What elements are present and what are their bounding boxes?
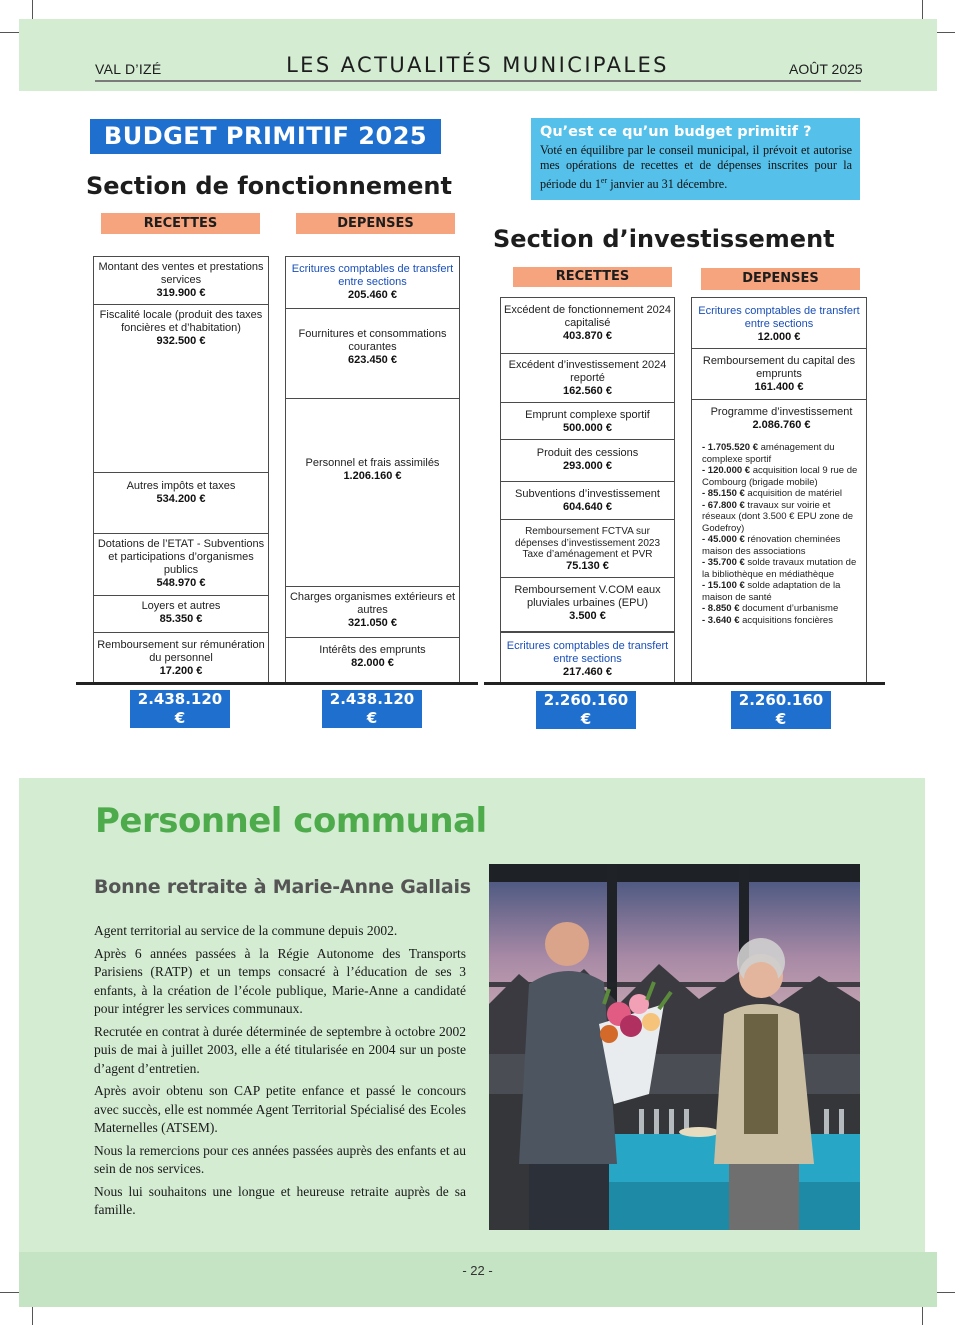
programme-item-amount: - 67.800 € [702,499,745,511]
cell-label: Charges organismes extérieurs et autres [289,591,456,616]
footer-band [19,1252,937,1307]
programme-item-amount: - 8.850 € [702,603,740,614]
paragraph: Nous lui souhaitons une longue et heureuse retraite auprès de sa famille. [94,1183,466,1217]
programme-item-text: acquisition local 9 rue de Combourg (brigade mobile) [702,465,858,488]
invest-recette-cell [500,481,675,520]
invest-recette-cell [500,632,675,683]
programme-item [702,534,861,557]
cell-label: Remboursement sur rémunération du personnel [97,639,265,664]
invest-depense-cell [691,348,867,400]
header-commune: VAL D’IZÉ [95,61,162,77]
cell-amount: 319.900 € [156,287,206,299]
cell-amount: 17.200 € [159,665,203,677]
cell-amount: 82.000 € [351,657,394,669]
cell-label: Fiscalité locale (produit des taxes foncières et d’habitation) [99,309,263,334]
programme-item [702,500,861,535]
paragraph: Agent territorial au service de la commune depuis 2002. [94,923,398,938]
fonct-recettes-header: RECETTES [101,213,260,234]
cell-amount: 604.640 € [563,501,612,513]
info-box [531,118,860,200]
cell-label: Intérêts des emprunts [319,644,426,656]
cell-label: Programme d’investissement [710,406,853,418]
fonct-recette-cell [93,632,269,683]
programme-item [702,580,861,603]
programme-item-amount: - 15.100 € [702,580,745,591]
info-question: Qu’est ce qu’un budget primitif ? [540,124,812,140]
programme-list [702,442,861,626]
personnel-subtitle: Bonne retraite à Marie-Anne Gallais [94,876,471,898]
fonct-recette-cell [93,595,269,633]
cell-amount: 75.130 € [566,559,609,572]
invest-depenses-header: DEPENSES [701,268,860,290]
fonct-total-depenses: 2.438.120 € [322,690,422,728]
fonct-depenses-header: DEPENSES [296,213,455,234]
info-text-part: janvier au 31 décembre. [607,177,728,192]
cell-label: Dotations de l’ETAT - Subventions et participations d’organismes publics [97,538,265,576]
info-text [540,143,852,192]
cell-amount: 2.086.760 € [752,419,811,431]
fonct-depense-cell [285,398,460,587]
cell-amount: 3.500 € [569,610,606,622]
programme-item-text: travaux sur voirie et réseaux (dont 3.500 € EPU zone de Godefroy) [702,499,854,534]
fonct-depense-cell [285,637,460,683]
programme-item-amount: - 85.150 € [702,488,745,499]
programme-item [702,465,861,488]
invest-recette-cell [500,577,675,632]
cell-amount: 293.000 € [563,460,612,472]
fonct-recette-cell [93,472,269,534]
page-number: - 22 - [462,1263,493,1278]
header-rule [95,80,861,82]
cell-amount: 500.000 € [563,422,612,434]
cell-amount: 534.200 € [156,493,206,505]
invest-programme-cell [691,399,867,683]
fonct-depense-cell [285,586,460,638]
cell-label: Subventions d’investissement [515,488,660,500]
invest-total-depenses: 2.260.160 € [731,691,831,729]
invest-recette-cell [500,402,675,440]
cell-amount: 321.050 € [348,617,397,629]
programme-item-amount: - 45.000 € [702,534,745,545]
cell-label: Fournitures et consommations courantes [298,328,447,353]
personnel-title: Personnel communal [95,801,487,841]
invest-recette-cell [500,519,675,578]
cell-amount: 85.350 € [159,613,203,625]
retirement-photo [489,864,860,1230]
programme-item-text: aménagement du complexe sportif [702,442,835,465]
cell-label: Emprunt complexe sportif [525,409,650,421]
fonct-depense-cell [285,308,460,399]
info-text-part: Voté en équilibre par le conseil municipal, il prévoit et autorise mes opérations de recettes et de dépenses inscrites pour la période du 1 [540,143,852,192]
cell-label: Ecritures comptables de transfert entre sections [291,263,454,288]
fonct-total-rule [76,682,478,685]
fonct-recette-cell [93,256,269,305]
fonct-recette-cell [93,304,269,473]
cell-label: Loyers et autres [141,600,221,612]
header-date: AOÛT 2025 [789,61,863,77]
programme-item-text: acquisitions foncières [739,614,833,626]
paragraph: Recrutée en contrat à durée déterminée de septembre à octobre 2002 puis de mai à juillet 2003, elle a été titularisée en 2004 sur un poste d’agent d’entretien. [94,1023,466,1076]
programme-item-amount: - 35.700 € [702,557,745,568]
cell-label: Personnel et frais assimilés [305,457,440,469]
programme-item-text: document d’urbanisme [739,603,839,614]
cell-amount: 623.450 € [348,354,397,366]
programme-item [702,488,861,500]
cell-amount: 403.870 € [563,330,612,342]
invest-recette-cell [500,297,675,354]
invest-total-recettes: 2.260.160 € [536,691,636,729]
cell-label: Montant des ventes et prestations services [98,261,264,286]
invest-recette-cell [500,353,675,403]
programme-item-text: solde adaptation de la maison de santé [702,580,841,603]
header-title: LES ACTUALITÉS MUNICIPALES [286,53,669,77]
programme-item [702,603,861,615]
budget-title: BUDGET PRIMITIF 2025 [90,119,441,154]
cell-label: Remboursement V.COM eaux pluviales urbaines (EPU) [514,584,661,609]
cell-amount: 161.400 € [754,381,804,393]
cell-label: Ecritures comptables de transfert entre sections [698,305,860,330]
cell-amount: 932.500 € [156,335,206,347]
cell-amount: 548.970 € [156,577,206,589]
programme-item-amount: - 3.640 € [702,614,740,626]
programme-item-amount: - 1.705.520 € [702,442,758,453]
paragraph: Après 6 années passées à la Régie Autonome des Transports Parisiens (RATP) et un temps consacré à l’éducation de ses 3 enfants, à la création de l’école publique, Marie-Anne a candidaté pour intégrer les services communaux. [94,945,466,1016]
cell-label: Produit des cessions [536,447,639,459]
invest-recettes-header: RECETTES [513,267,672,287]
info-text-sup: er [600,176,608,185]
cell-label: Ecritures comptables de transfert entre sections [506,640,669,665]
programme-item-amount: - 120.000 € [702,465,751,476]
programme-item-text: solde travaux mutation de la bibliothèque en médiathèque [702,557,857,580]
cell-label: Remboursement du capital des emprunts [702,355,856,380]
programme-item-text: acquisition de matériel [744,488,842,499]
fonct-total-recettes: 2.438.120 € [130,690,230,728]
cell-label: Excédent d’investissement 2024 reporté [508,359,667,384]
cell-amount: 12.000 € [757,331,801,343]
programme-item [702,557,861,580]
paragraph: Nous la remercions pour ces années passées auprès des enfants et au sein de nos services. [94,1142,466,1176]
cell-label: Autres impôts et taxes [126,480,236,492]
invest-recette-cell [500,439,675,482]
personnel-text [94,922,466,1224]
programme-item [702,615,861,627]
cell-label: Excédent de fonctionnement 2024 capitalisé [504,304,671,329]
programme-item [702,442,861,465]
cell-amount: 205.460 € [348,289,397,301]
invest-depense-cell [691,297,867,349]
cell-label: Remboursement FCTVA sur dépenses d’investissement 2023 Taxe d’aménagement et PVR [514,526,661,560]
fonct-recette-cell [93,533,269,596]
investissement-title: Section d’investissement [493,225,835,253]
fonctionnement-title: Section de fonctionnement [86,172,452,200]
invest-total-rule [484,682,885,685]
cell-amount: 1.206.160 € [343,470,402,482]
cell-amount: 162.560 € [563,385,612,397]
programme-item-text: rénovation cheminées maison des associations [702,534,841,557]
cell-amount: 217.460 € [563,666,612,678]
paragraph: Après avoir obtenu son CAP petite enfance et passé le concours avec succès, elle est nommée Agent Territorial Spécialisé des Ecoles Maternelles (ATSEM). [94,1083,466,1135]
fonct-depense-cell [285,256,460,309]
